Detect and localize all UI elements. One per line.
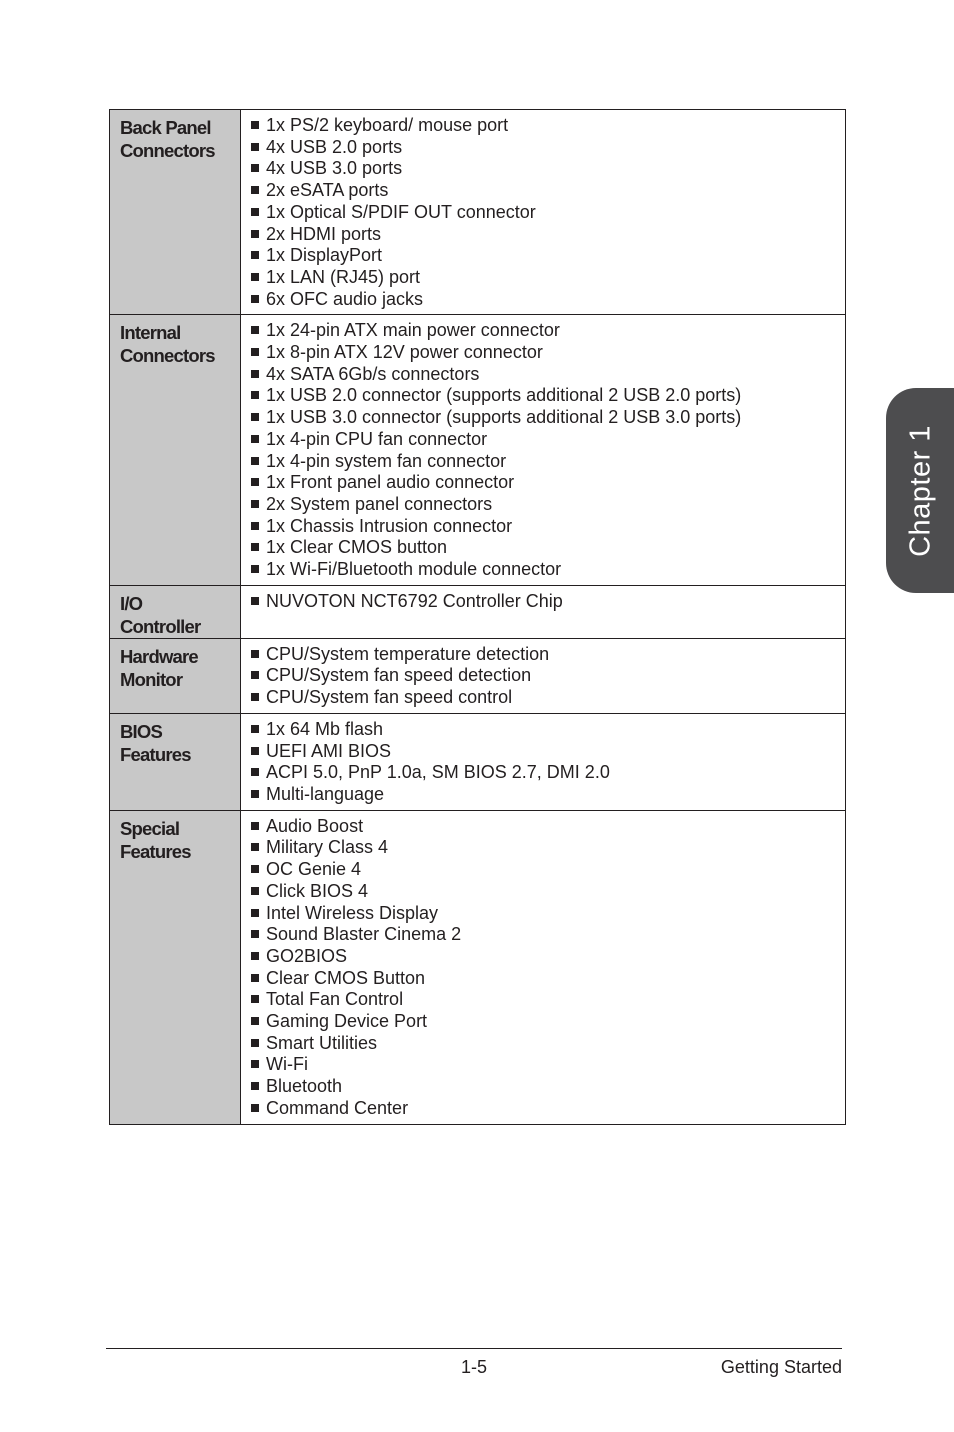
spec-item-text: CPU/System temperature detection — [266, 643, 550, 664]
spec-label-line: Features — [120, 840, 191, 862]
spec-item-text: Smart Utilities — [266, 1032, 378, 1053]
spec-item — [251, 472, 837, 494]
spec-item-text: Multi-language — [266, 783, 385, 804]
square-bullet-icon — [251, 843, 259, 851]
spec-item-text: 1x Front panel audio connector — [266, 472, 515, 493]
spec-row — [110, 810, 846, 1124]
square-bullet-icon — [251, 995, 259, 1003]
spec-row-label — [110, 315, 241, 585]
spec-item — [251, 224, 837, 246]
spec-item — [251, 881, 837, 903]
spec-item — [251, 644, 837, 666]
spec-item-text: Click BIOS 4 — [266, 880, 369, 901]
spec-item — [251, 665, 837, 687]
spec-row-items — [241, 585, 846, 638]
square-bullet-icon — [251, 251, 259, 259]
square-bullet-icon — [251, 457, 259, 465]
spec-item — [251, 115, 837, 137]
square-bullet-icon — [251, 747, 259, 755]
spec-item — [251, 1011, 837, 1033]
spec-label-line: Monitor — [120, 668, 183, 690]
spec-item-text: Gaming Device Port — [266, 1011, 428, 1032]
spec-row-label — [110, 638, 241, 713]
specifications-table-body — [110, 110, 846, 1125]
spec-item-text: Clear CMOS Button — [266, 967, 426, 988]
spec-label-line: Connectors — [120, 140, 215, 161]
square-bullet-icon — [251, 391, 259, 399]
spec-row-items — [241, 638, 846, 713]
spec-item — [251, 559, 837, 581]
spec-item-text: Bluetooth — [266, 1076, 343, 1097]
spec-label-line: Internal — [120, 322, 181, 344]
spec-item-text: 1x 24-pin ATX main power connector — [266, 320, 560, 341]
square-bullet-icon — [251, 413, 259, 421]
spec-item — [251, 1098, 837, 1120]
square-bullet-icon — [251, 725, 259, 733]
spec-item — [251, 968, 837, 990]
spec-item — [251, 158, 837, 180]
spec-row — [110, 713, 846, 810]
spec-item-text: 2x System panel connectors — [266, 493, 493, 514]
spec-row-label — [110, 713, 241, 810]
spec-item-text: 4x SATA 6Gb/s connectors — [266, 363, 480, 384]
square-bullet-icon — [251, 326, 259, 334]
spec-item — [251, 429, 837, 451]
spec-item-text: Audio Boost — [266, 815, 364, 836]
square-bullet-icon — [251, 435, 259, 443]
spec-item-list — [251, 591, 837, 613]
spec-item — [251, 494, 837, 516]
spec-item-text: 1x Optical S/PDIF OUT connector — [266, 201, 536, 222]
spec-item — [251, 859, 837, 881]
spec-row-items — [241, 810, 846, 1124]
spec-item — [251, 342, 837, 364]
spec-item-text: 1x Clear CMOS button — [266, 537, 448, 558]
spec-item — [251, 762, 837, 784]
square-bullet-icon — [251, 121, 259, 129]
footer-section-title: Getting Started — [720, 1357, 842, 1377]
spec-item — [251, 364, 837, 386]
footer-divider — [106, 1348, 842, 1349]
spec-item-text: Wi-Fi — [266, 1054, 308, 1075]
spec-item-text: 6x OFC audio jacks — [266, 288, 424, 309]
square-bullet-icon — [251, 768, 259, 776]
spec-item-text: Intel Wireless Display — [266, 902, 439, 923]
square-bullet-icon — [251, 790, 259, 798]
spec-row-label — [110, 810, 241, 1124]
spec-item — [251, 137, 837, 159]
spec-item-text: ACPI 5.0, PnP 1.0a, SM BIOS 2.7, DMI 2.0 — [266, 762, 610, 783]
square-bullet-icon — [251, 348, 259, 356]
page-number: 1-5 — [461, 1357, 488, 1377]
spec-item-text: UEFI AMI BIOS — [266, 740, 392, 761]
spec-item-text: 1x LAN (RJ45) port — [266, 266, 421, 287]
square-bullet-icon — [251, 164, 259, 172]
square-bullet-icon — [251, 952, 259, 960]
square-bullet-icon — [251, 543, 259, 551]
spec-row-items — [241, 713, 846, 810]
square-bullet-icon — [251, 1017, 259, 1025]
square-bullet-icon — [251, 693, 259, 701]
spec-item — [251, 719, 837, 741]
spec-item-text: 2x HDMI ports — [266, 223, 382, 244]
spec-item-text: Command Center — [266, 1097, 409, 1118]
square-bullet-icon — [251, 478, 259, 486]
spec-item-text: 2x eSATA ports — [266, 180, 389, 201]
spec-row — [110, 585, 846, 638]
spec-item — [251, 1054, 837, 1076]
spec-label-line: Controller — [120, 615, 201, 637]
spec-item-text: OC Genie 4 — [266, 859, 362, 880]
spec-item-text: Military Class 4 — [266, 837, 389, 858]
spec-item-text: 1x 4-pin CPU fan connector — [266, 428, 488, 449]
spec-item-text: CPU/System fan speed detection — [266, 665, 532, 686]
square-bullet-icon — [251, 500, 259, 508]
square-bullet-icon — [251, 930, 259, 938]
square-bullet-icon — [251, 887, 259, 895]
square-bullet-icon — [251, 273, 259, 281]
spec-label-line: Features — [120, 743, 191, 765]
square-bullet-icon — [251, 1060, 259, 1068]
spec-item — [251, 385, 837, 407]
spec-item-text: CPU/System fan speed control — [266, 687, 513, 708]
spec-item-text: 1x PS/2 keyboard/ mouse port — [266, 115, 509, 135]
square-bullet-icon — [251, 295, 259, 303]
spec-item — [251, 537, 837, 559]
square-bullet-icon — [251, 565, 259, 573]
spec-item — [251, 837, 837, 859]
spec-item-text: 4x USB 2.0 ports — [266, 136, 403, 157]
square-bullet-icon — [251, 208, 259, 216]
spec-row-label — [110, 110, 241, 315]
spec-label-line: Back Panel — [120, 117, 211, 138]
spec-item — [251, 741, 837, 763]
spec-item — [251, 245, 837, 267]
spec-item-list — [251, 719, 837, 806]
spec-item-text: 4x USB 3.0 ports — [266, 158, 403, 179]
chapter-tab-label: Chapter 1 — [904, 425, 937, 557]
spec-row — [110, 638, 846, 713]
spec-item-text: 1x 64 Mb flash — [266, 718, 384, 739]
spec-row — [110, 315, 846, 585]
square-bullet-icon — [251, 1039, 259, 1047]
specifications-table — [109, 109, 846, 1125]
square-bullet-icon — [251, 974, 259, 982]
square-bullet-icon — [251, 671, 259, 679]
spec-item-text: 1x DisplayPort — [266, 245, 383, 266]
spec-item-text: 1x 8-pin ATX 12V power connector — [266, 342, 543, 363]
spec-row — [110, 110, 846, 315]
spec-label-line: Connectors — [120, 345, 215, 367]
spec-item-list — [251, 115, 837, 310]
square-bullet-icon — [251, 230, 259, 238]
square-bullet-icon — [251, 522, 259, 530]
square-bullet-icon — [251, 370, 259, 378]
spec-item — [251, 320, 837, 342]
spec-item-text: 1x Chassis Intrusion connector — [266, 515, 513, 536]
spec-item — [251, 687, 837, 709]
spec-label-line: Hardware — [120, 645, 198, 667]
spec-item-list — [251, 320, 837, 580]
spec-item-list — [251, 644, 837, 709]
spec-item — [251, 289, 837, 311]
spec-item — [251, 451, 837, 473]
spec-item — [251, 1033, 837, 1055]
square-bullet-icon — [251, 1082, 259, 1090]
spec-item — [251, 267, 837, 289]
spec-label-line: Special — [120, 817, 180, 839]
spec-item — [251, 202, 837, 224]
spec-item-text: 1x Wi-Fi/Bluetooth module connector — [266, 559, 562, 580]
spec-row-items — [241, 315, 846, 585]
spec-item — [251, 1076, 837, 1098]
spec-item-text: Total Fan Control — [266, 989, 404, 1010]
spec-item — [251, 407, 837, 429]
spec-item-text: 1x 4-pin system fan connector — [266, 450, 507, 471]
square-bullet-icon — [251, 650, 259, 658]
spec-item-text: 1x USB 2.0 connector (supports additional 2 USB 2.0 ports) — [266, 385, 742, 406]
spec-label-line: I/O — [120, 592, 143, 614]
spec-item — [251, 784, 837, 806]
spec-item — [251, 591, 837, 613]
square-bullet-icon — [251, 1104, 259, 1112]
spec-row-label — [110, 585, 241, 638]
spec-item — [251, 903, 837, 925]
spec-item-text: 1x USB 3.0 connector (supports additional 2 USB 3.0 ports) — [266, 407, 742, 428]
spec-item — [251, 924, 837, 946]
square-bullet-icon — [251, 143, 259, 151]
square-bullet-icon — [251, 597, 259, 605]
square-bullet-icon — [251, 186, 259, 194]
spec-row-items — [241, 110, 846, 315]
square-bullet-icon — [251, 865, 259, 873]
square-bullet-icon — [251, 822, 259, 830]
spec-item-text: Sound Blaster Cinema 2 — [266, 924, 462, 945]
spec-item-text: GO2BIOS — [266, 945, 348, 966]
spec-item-list — [251, 816, 837, 1120]
spec-item — [251, 946, 837, 968]
spec-item — [251, 989, 837, 1011]
spec-item — [251, 180, 837, 202]
spec-label-line: BIOS — [120, 720, 163, 742]
spec-item — [251, 816, 837, 838]
spec-item — [251, 516, 837, 538]
spec-item-text: NUVOTON NCT6792 Controller Chip — [266, 590, 563, 611]
square-bullet-icon — [251, 909, 259, 917]
